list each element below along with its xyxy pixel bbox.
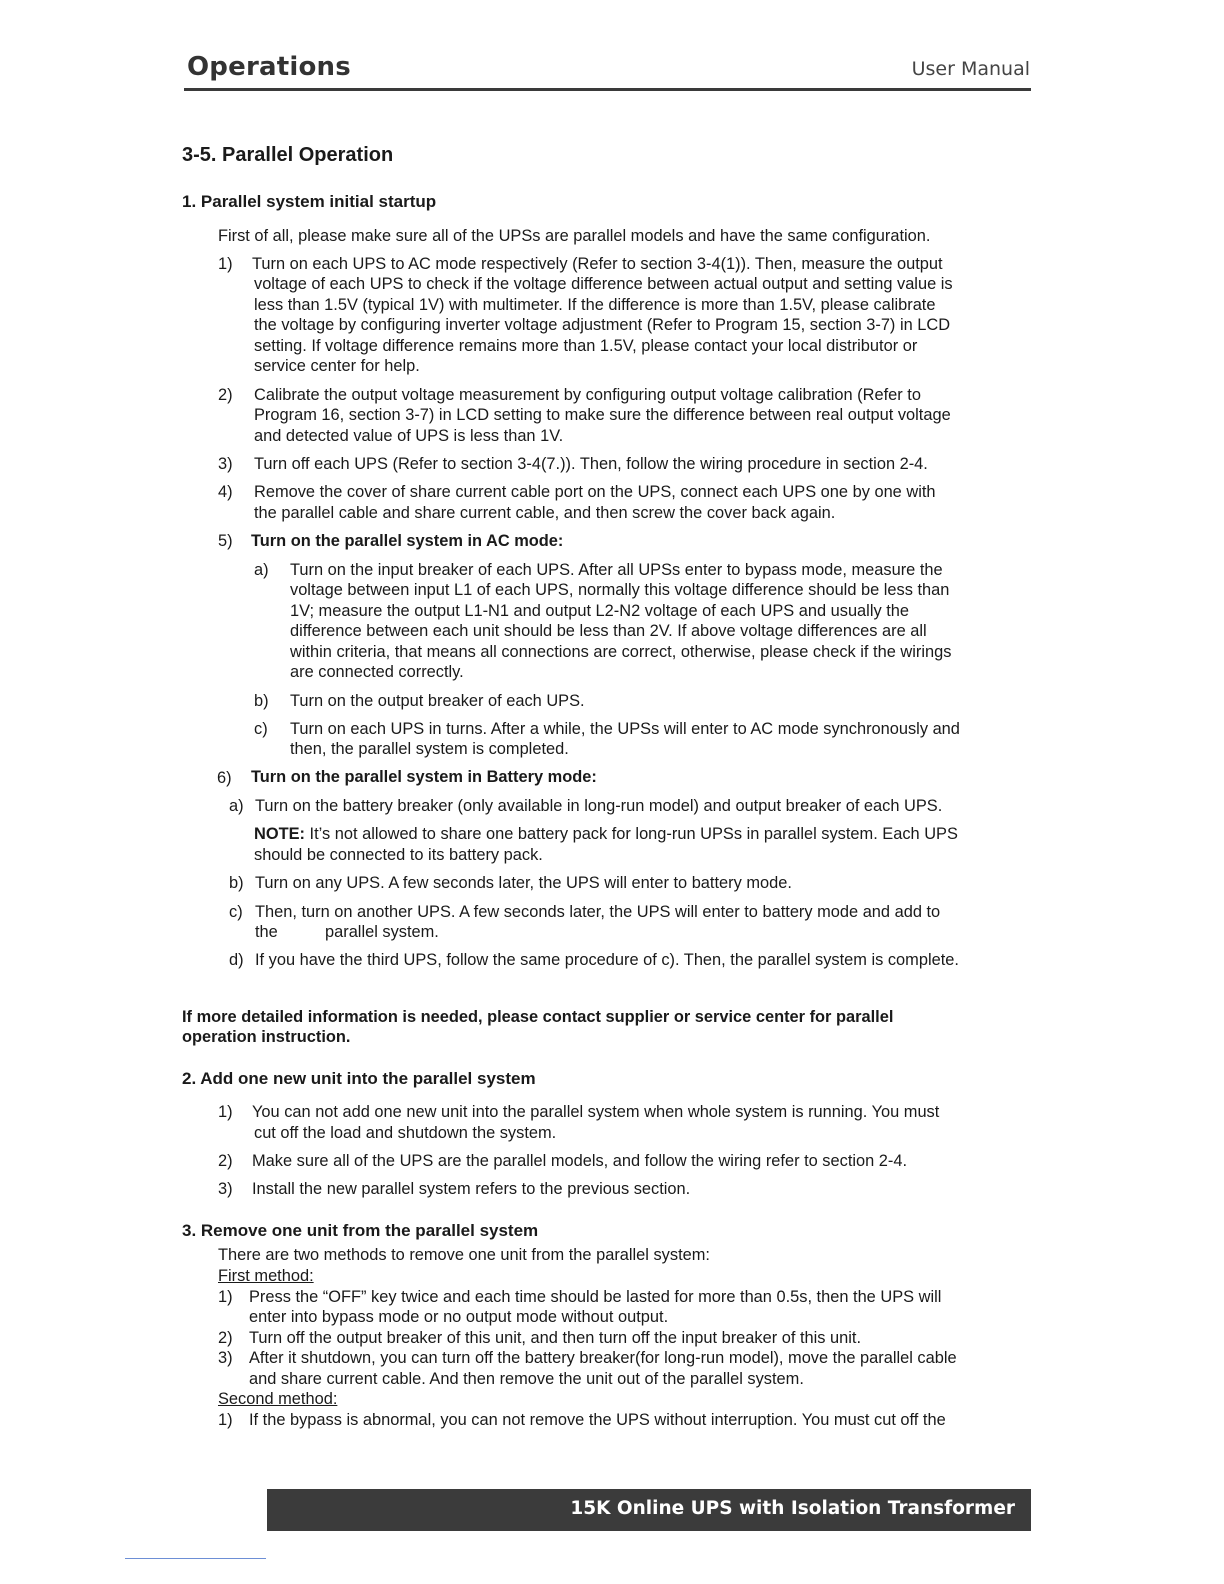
s1-item6c-line2-start: the — [255, 923, 278, 941]
s1-item1-number: 1) — [218, 255, 233, 273]
subsection-heading-3: 3. Remove one unit from the parallel system — [182, 1221, 539, 1240]
s1-item6-number: 6) — [217, 769, 232, 787]
section-title: 3-5. Parallel Operation — [182, 144, 394, 166]
s1-item1-line: voltage of each UPS to check if the voltage difference between actual output and setting value is — [254, 275, 953, 293]
s1-item5c-line: then, the parallel system is completed. — [290, 740, 569, 758]
s3-first-item1-line: Press the “OFF” key twice and each time should be lasted for more than 0.5s, then the UPS will — [249, 1288, 942, 1306]
s1-item4-line: the parallel cable and share current cable, and then screw the cover back again. — [254, 504, 836, 522]
s2-item1-line: You can not add one new unit into the parallel system when whole system is running. You must — [252, 1103, 940, 1121]
note-text: It’s not allowed to share one battery pack for long-run UPSs in parallel system. Each UPS — [305, 825, 958, 843]
s1-item2-line: Calibrate the output voltage measurement by configuring output voltage calibration (Refer to — [254, 386, 921, 404]
s2-item2-number: 2) — [218, 1152, 233, 1170]
s1-item6c-letter: c) — [229, 903, 243, 921]
s1-item6d-line: If you have the third UPS, follow the same procedure of c). Then, the parallel system is complete. — [255, 951, 959, 969]
footer-bar — [267, 1489, 1031, 1531]
s1-item5b-line: Turn on the output breaker of each UPS. — [290, 692, 585, 710]
s1-item1-line: setting. If voltage difference remains more than 1.5V, please contact your local distributor or — [254, 337, 918, 355]
s2-item1-line: cut off the load and shutdown the system. — [254, 1124, 557, 1142]
s3-first-item3-line: After it shutdown, you can turn off the battery breaker(for long-run model), move the parallel cable — [249, 1349, 957, 1367]
s1-note-line — [254, 824, 958, 845]
s1-item6a-letter: a) — [229, 797, 244, 815]
subsection-heading-1: 1. Parallel system initial startup — [182, 192, 437, 211]
s2-item2-line: Make sure all of the UPS are the parallel models, and follow the wiring refer to section 2-4. — [252, 1152, 908, 1170]
s3-intro: There are two methods to remove one unit from the parallel system: — [218, 1246, 710, 1264]
s1-item5a-line: Turn on the input breaker of each UPS. After all UPSs enter to bypass mode, measure the — [290, 561, 943, 579]
s1-item3-line: Turn off each UPS (Refer to section 3-4(7.)). Then, follow the wiring procedure in section 2-4. — [254, 455, 928, 473]
s1-item4-line: Remove the cover of share current cable port on the UPS, connect each UPS one by one with — [254, 483, 936, 501]
footer-link-underline — [125, 1558, 266, 1559]
s1-item2-number: 2) — [218, 386, 233, 404]
s1-item5a-line: difference between each unit should be less than 2V. If above voltage differences are all — [290, 622, 927, 640]
s1-item5a-line: voltage between input L1 of each UPS, normally this voltage difference should be less than — [290, 581, 950, 599]
s1-item1-line: service center for help. — [254, 357, 420, 375]
s3-first-item2-number: 2) — [218, 1329, 233, 1347]
s1-item5-number: 5) — [218, 532, 233, 550]
footer-title: 15K Online UPS with Isolation Transformer — [570, 1498, 1015, 1519]
s1-item6-title: Turn on the parallel system in Battery mode: — [251, 768, 597, 786]
s2-item3-number: 3) — [218, 1180, 233, 1198]
s3-second-item1-number: 1) — [218, 1411, 233, 1429]
header-title: Operations — [187, 52, 351, 82]
s1-item6a-line: Turn on the battery breaker (only available in long-run model) and output breaker of each UPS. — [255, 797, 943, 815]
contact-note-line: operation instruction. — [182, 1028, 351, 1046]
s1-item6b-letter: b) — [229, 874, 244, 892]
s1-item6c-line: Then, turn on another UPS. A few seconds later, the UPS will enter to battery mode and add to — [255, 903, 941, 921]
header-rule — [184, 88, 1031, 91]
s1-item6b-line: Turn on any UPS. A few seconds later, the UPS will enter to battery mode. — [255, 874, 792, 892]
s1-item3-number: 3) — [218, 455, 233, 473]
s3-first-item1-number: 1) — [218, 1288, 233, 1306]
s1-item5a-line: are connected correctly. — [290, 663, 464, 681]
s1-item1-line: Turn on each UPS to AC mode respectively (Refer to section 3-4(1)). Then, measure the output — [252, 255, 943, 273]
s1-note-line2: should be connected to its battery pack. — [254, 846, 543, 864]
s1-item5c-line: Turn on each UPS in turns. After a while, the UPSs will enter to AC mode synchronously and — [290, 720, 960, 738]
s1-item5b-letter: b) — [254, 692, 269, 710]
s1-item5a-line: 1V; measure the output L1-N1 and output L2-N2 voltage of each UPS and usually the — [290, 602, 909, 620]
s1-item5c-letter: c) — [254, 720, 268, 738]
s1-item5a-line: within criteria, that means all connections are correct, otherwise, please check if the wirings — [290, 643, 952, 661]
second-method-label: Second method: — [218, 1390, 338, 1408]
s1-intro: First of all, please make sure all of the UPSs are parallel models and have the same configuration. — [218, 227, 931, 245]
s3-second-item1-line: If the bypass is abnormal, you can not remove the UPS without interruption. You must cut off the — [249, 1411, 946, 1429]
s1-item2-line: Program 16, section 3-7) in LCD setting to make sure the difference between real output voltage — [254, 406, 951, 424]
note-label: NOTE: — [254, 825, 305, 843]
first-method-label: First method: — [218, 1267, 314, 1285]
s1-item4-number: 4) — [218, 483, 233, 501]
s1-item1-line: the voltage by configuring inverter voltage adjustment (Refer to Program 15, section 3-7) in LCD — [254, 316, 951, 334]
s3-first-item3-line: and share current cable. And then remove the unit out of the parallel system. — [249, 1370, 804, 1388]
s1-item1-line: less than 1.5V (typical 1V) with multimeter. If the difference is more than 1.5V, please calibrate — [254, 296, 936, 314]
s3-first-item2-line: Turn off the output breaker of this unit, and then turn off the input breaker of this unit. — [249, 1329, 861, 1347]
s1-item2-line: and detected value of UPS is less than 1V. — [254, 427, 564, 445]
header-manual-label: User Manual — [911, 58, 1030, 80]
contact-note-line: If more detailed information is needed, please contact supplier or service center for parallel — [182, 1008, 894, 1026]
subsection-heading-2: 2. Add one new unit into the parallel system — [182, 1069, 536, 1088]
s1-item5-title: Turn on the parallel system in AC mode: — [251, 532, 564, 550]
s2-item1-number: 1) — [218, 1103, 233, 1121]
s3-first-item1-line: enter into bypass mode or no output mode without output. — [249, 1308, 669, 1326]
s3-first-item3-number: 3) — [218, 1349, 233, 1367]
s1-item6c-line2-end: parallel system. — [325, 923, 439, 941]
s1-item5a-letter: a) — [254, 561, 269, 579]
s1-item6d-letter: d) — [229, 951, 244, 969]
s2-item3-line: Install the new parallel system refers to the previous section. — [252, 1180, 691, 1198]
